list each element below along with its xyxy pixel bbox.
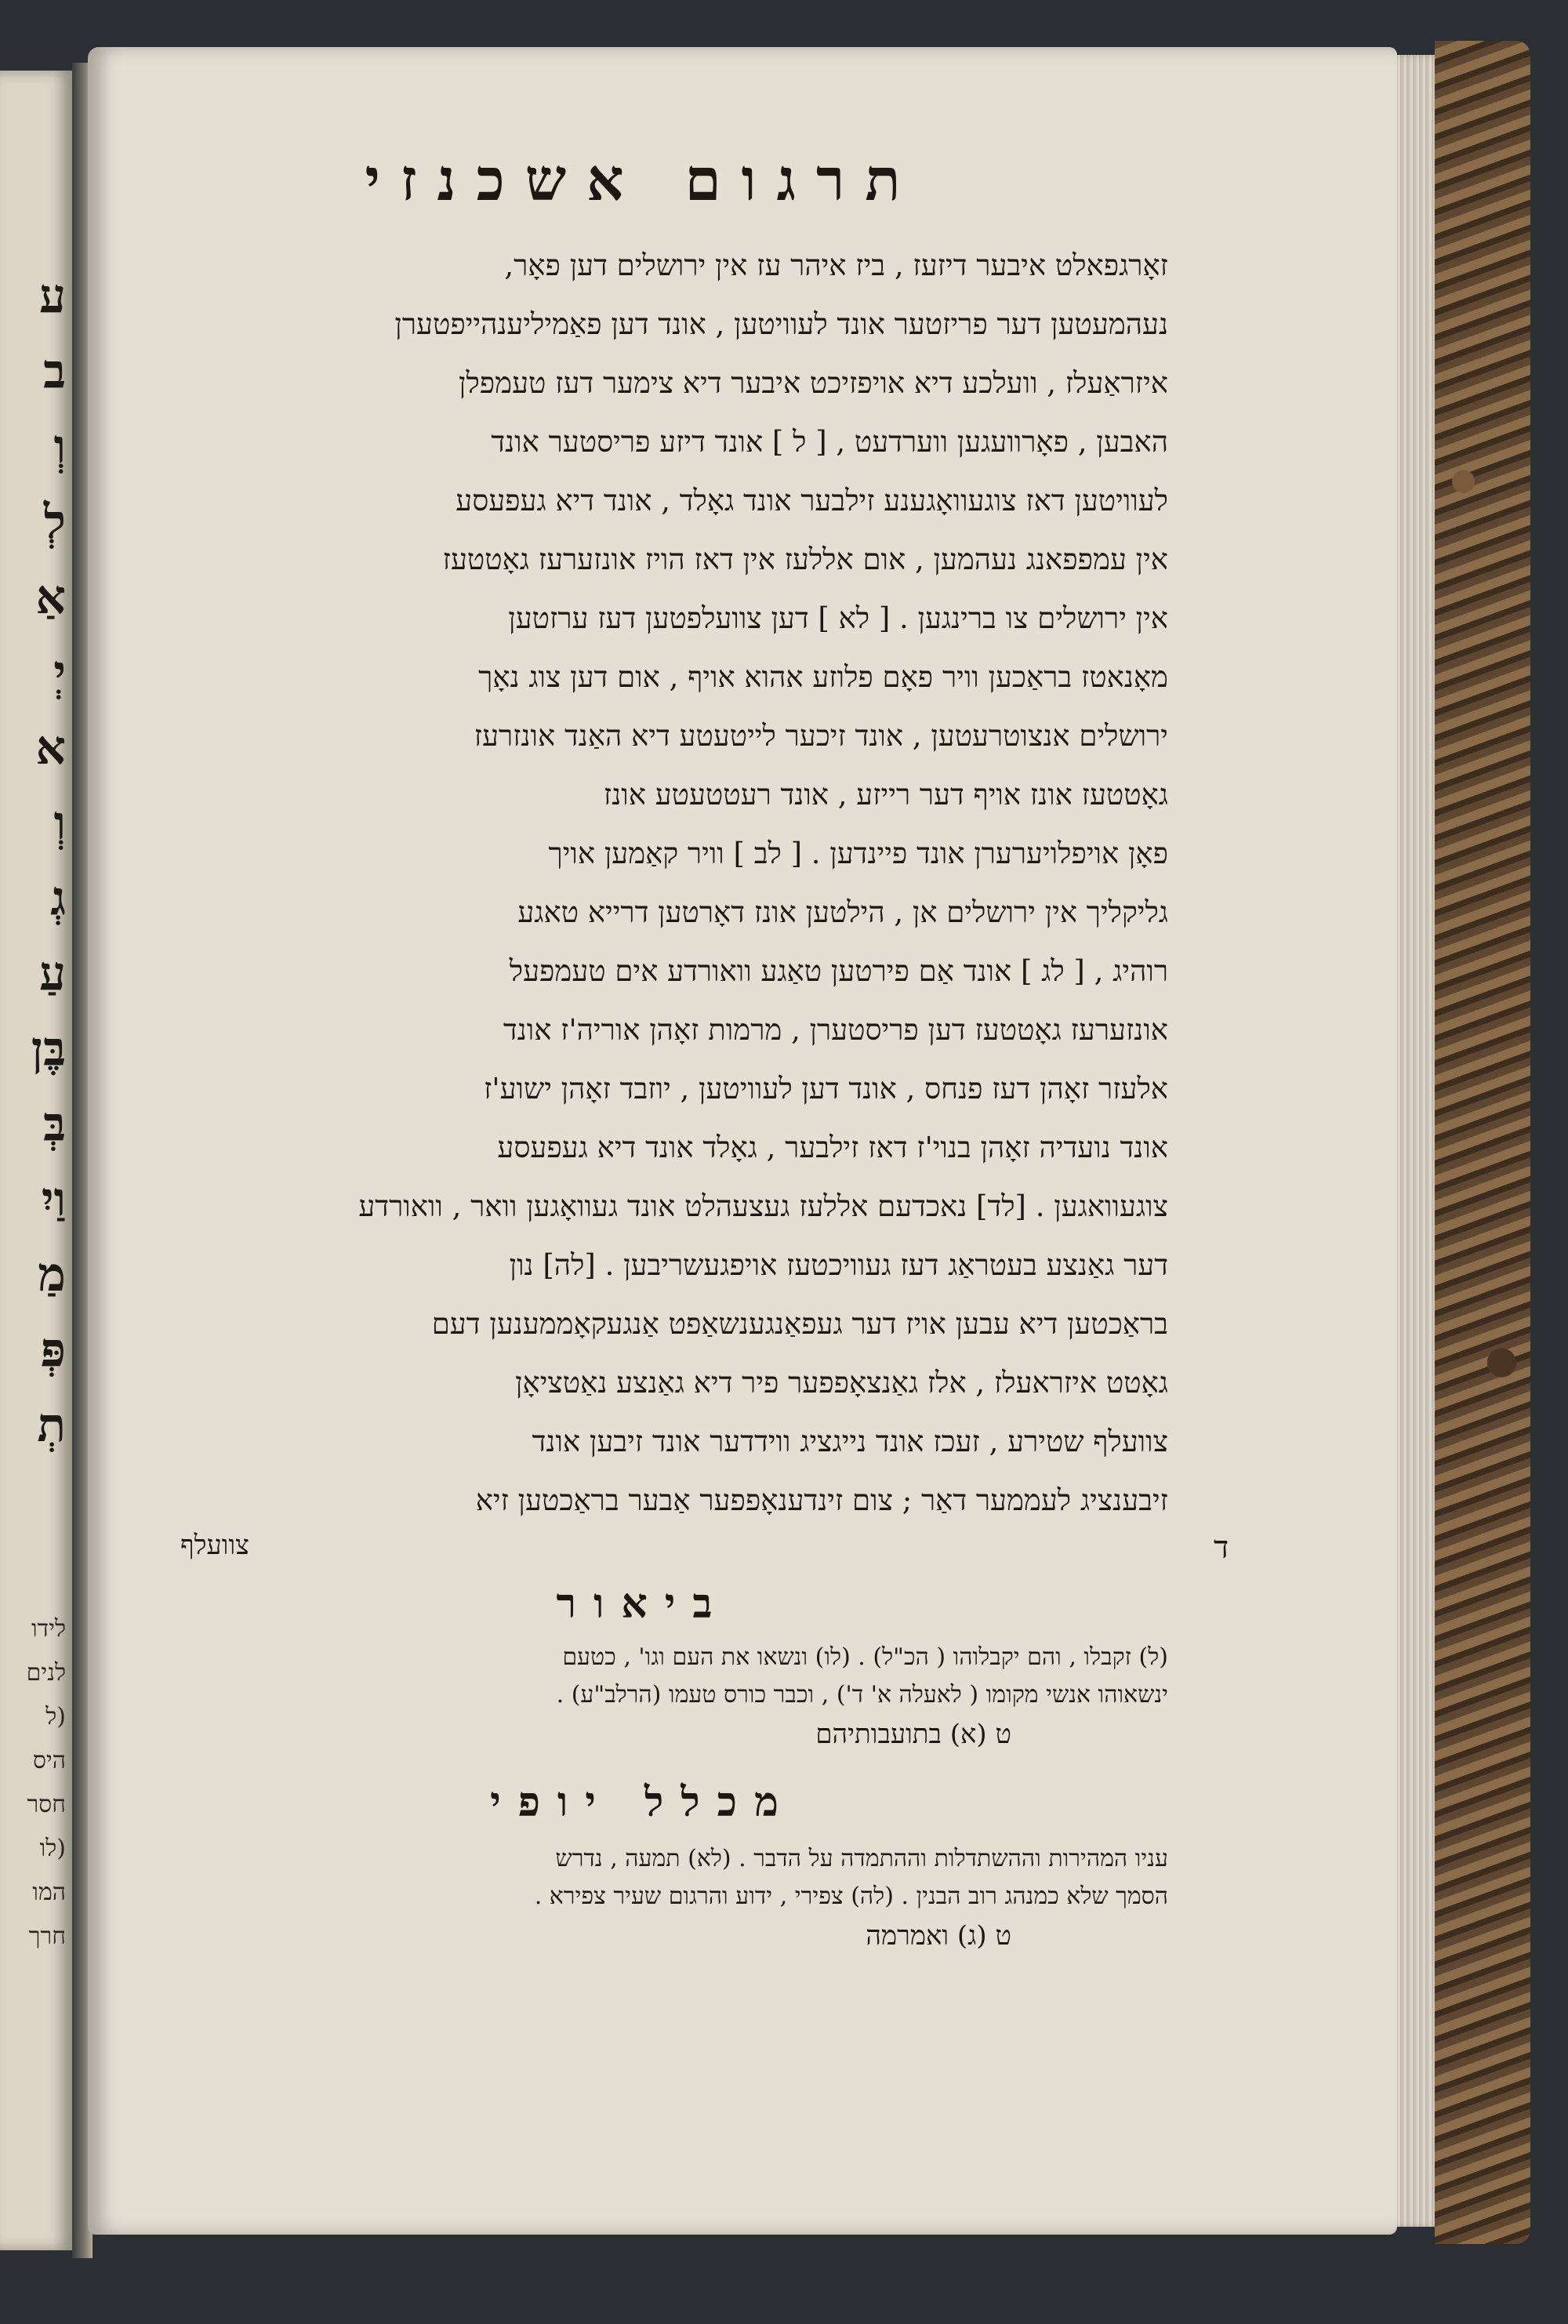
previous-page-letter: ב xyxy=(43,344,66,399)
previous-page-letter: מַ xyxy=(38,1247,66,1302)
previous-page-letter: וְ xyxy=(53,419,66,474)
previous-page-note: (לו xyxy=(39,1835,66,1862)
previous-page-letter: עַ xyxy=(39,946,66,1001)
text-line: איזראַעלז , וועלכע דיא אויפזיכט איבער דיא צימער דעז טעמפלן xyxy=(459,366,1168,401)
text-line: זאָרגפאלט איבער דיזעז , ביז איהר עז אין ירושלים דען פאָר, xyxy=(504,249,1168,283)
previous-page-letter: אַ xyxy=(35,570,66,625)
previous-page-letter: וְ xyxy=(53,796,66,851)
text-line: ירושלים אנצוטרעטען , אונד זיכער לייטעטע דיא האַנד אונזרעז xyxy=(474,719,1168,753)
previous-page-note: חסר xyxy=(27,1791,66,1818)
previous-page-letter: תְ xyxy=(37,1398,66,1453)
text-line: נעהמעטען דער פריזטער אונד לעוויטען , אונד דען פאַמיליענהייפטערן xyxy=(394,307,1168,342)
marbled-cover xyxy=(1435,41,1530,2244)
text-line: אונזערעז גאָטטעז דען פריסטערן , מרמות זאָהן אוריה'ז אונד xyxy=(503,1013,1168,1048)
text-line: בראַכטען דיא עבען אויז דער געפאַנגענשאַפט אַנגעקאָממענען דעם xyxy=(431,1307,1168,1342)
previous-page-letter: ע xyxy=(39,269,66,324)
text-line: אין עמפפאנג נעהמען , אום אללעז אין דאז הויז אונזערעז גאָטטעז xyxy=(442,543,1168,577)
previous-page-note: חרך xyxy=(28,1923,66,1950)
text-line: אונד נועדיה זאָהן בנוי'ז דאז זילבער , גאָלד אונד דיא געפעסע xyxy=(497,1131,1168,1165)
text-line: צוגעוואגען . [לד] נאכדעם אללעז געצעהלט אונד געוואָגען וואר , וואורדע xyxy=(358,1189,1168,1224)
biur-line-2: ינשאוהו אנשי מקומו ( לאעלה א' ד') , וכבר כורס טעמו (הרלב"ע) . xyxy=(556,1681,1168,1709)
text-line: צוועלף שטירע , זעכז אונד נייגציג ווידדער אונד זיבען אונד xyxy=(532,1425,1168,1459)
michlal-line-2: הסמך שלא כמנהג רוב הבנין . (לה) צפירי , ידוע והרגום שעיר צפירא . xyxy=(534,1883,1168,1911)
previous-page-note: לידו xyxy=(31,1615,66,1643)
previous-page-footnotes xyxy=(0,1607,66,1959)
michlal-line-1: עניו המהירות וההשתדלות וההתמדה על הדבר . (לא) תמעה , נדרש xyxy=(555,1845,1168,1873)
biur-line-1: (ל) זקבלו , והם יקבלוהו ( הכ"ל) . (לו) ונשאו את העם וגו' , כטעם xyxy=(562,1643,1168,1672)
previous-page-letter: פְּ xyxy=(40,1323,66,1378)
biur-line-3: ט (א) בתועבותיהם xyxy=(815,1719,1011,1751)
text-line: אין ירושלים צו ברינגען . [ לא ] דען צוועלפטען דעז ערזטען xyxy=(508,601,1168,636)
catchword: צוועלף xyxy=(180,1530,249,1562)
text-line: מאָנאטז בראַכען וויר פאָם פלוזע אהוא אויף , אום דען צוג נאָך xyxy=(478,660,1168,695)
text-line: אלעזר זאָהן דעז פנחס , אונד דען לעוויטען , יוזבד זאָהן ישוע'ז xyxy=(484,1072,1168,1106)
previous-page-letter: בְּ xyxy=(43,1097,66,1152)
previous-page-note: היס xyxy=(32,1747,66,1774)
previous-page-letter: יְ xyxy=(53,645,66,700)
page-content xyxy=(118,149,1168,1980)
michlal-yofi-title: מכלל יופי xyxy=(490,1778,796,1827)
text-line: זיבענציג לעממער דאַר ; צום זינדענאָפפער אַבער בראַכטען זיא xyxy=(475,1483,1168,1518)
page-title: תרגום אשכנזי xyxy=(365,147,921,214)
previous-page-letter: בֶּן xyxy=(31,1022,66,1077)
biur-title: ביאור xyxy=(556,1580,730,1629)
text-line: לעוויטען דאז צוגעוואָגענע זילבער אונד גאָלד , אונד דיא געפעסע xyxy=(456,484,1168,518)
previous-page-letter: וַיִ xyxy=(41,1172,66,1227)
previous-page xyxy=(0,71,72,2250)
catchword-row xyxy=(118,1530,1168,1577)
previous-page-letter: א xyxy=(35,721,66,775)
text-line: גאָטט איזראעלז , אלז גאַנצאָפפער פיר דיא גאַנצע נאַטציאָן xyxy=(515,1366,1168,1400)
previous-page-note: המו xyxy=(32,1879,66,1906)
previous-page-note: לנים xyxy=(26,1659,66,1687)
text-line: האבען , פאָרוועגען ווערדעט , [ ל ] אונד דיזע פריסטער אונד xyxy=(491,425,1168,459)
text-line: גליקליך אין ירושלים אן , הילטען אונז דאָרטען דרייא טאגע xyxy=(517,895,1168,930)
previous-page-letter: לְ xyxy=(43,495,66,550)
text-line: פאָן אויפלויערערן אונד פיינדען . [ לב ] וויר קאַמען אויך xyxy=(548,837,1168,871)
previous-page-letters xyxy=(0,259,66,1463)
previous-page-letter: גְ xyxy=(50,871,66,926)
previous-page-note: (ל xyxy=(45,1703,66,1730)
michlal-line-3: ט (ג) ואמרמה xyxy=(866,1920,1011,1952)
translation-text xyxy=(118,236,1168,1530)
text-line: רוהיג , [ לג ] אונד אַם פירטען טאַגע וואורדע אים טעמפעל xyxy=(509,954,1168,989)
margin-mark: ד xyxy=(1214,1530,1229,1566)
text-line: גאָטטעז אונז אויף דער רייזע , אונד רעטטעטע אונז xyxy=(603,778,1168,812)
text-line: דער גאַנצע בעטראַג דעז געוויכטעז אויפגעשריבען . [לה] נון xyxy=(509,1248,1168,1283)
